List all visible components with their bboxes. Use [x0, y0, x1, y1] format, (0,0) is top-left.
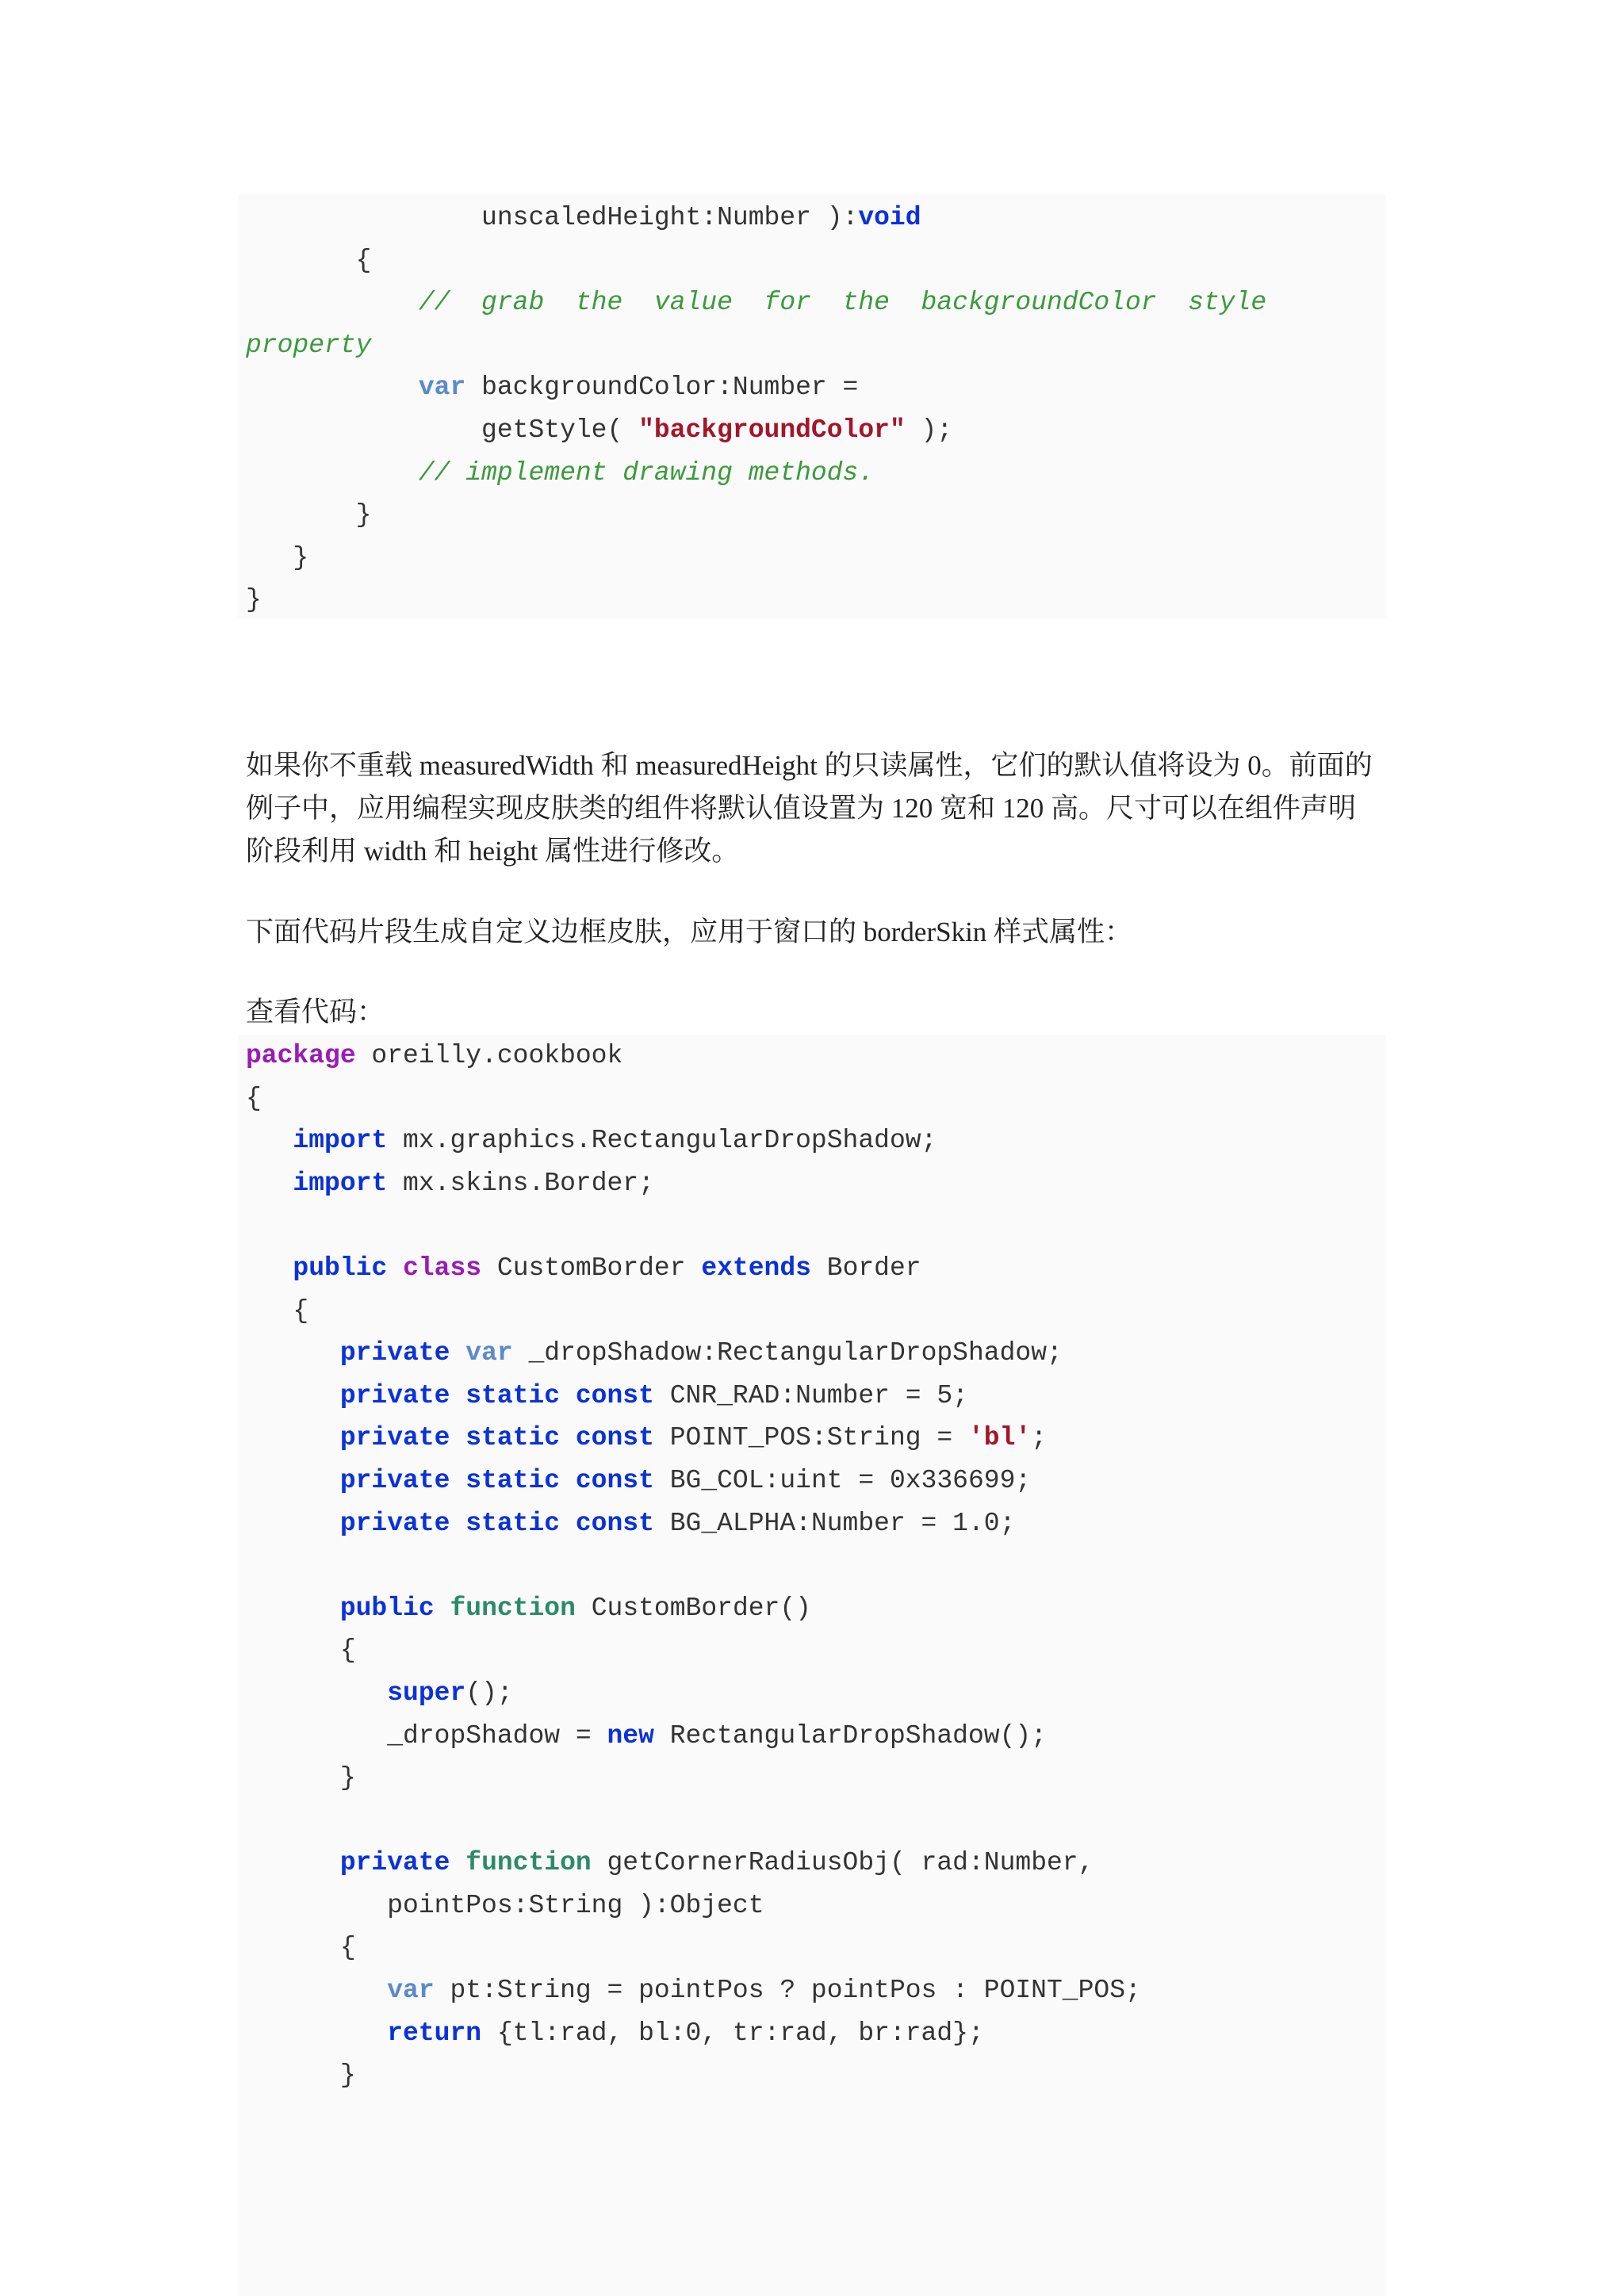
paragraph-view-code: 查看代码： [246, 997, 385, 1027]
code-token: mx.graphics.RectangularDropShadow; [387, 1126, 937, 1156]
code-token: } [246, 585, 262, 615]
code-token [246, 1509, 340, 1538]
code-token: getCornerRadiusObj( rad:Number, [591, 1848, 1094, 1878]
code-block-main [246, 1035, 1624, 2097]
code-token: private static const [339, 1423, 654, 1453]
code-token: class [403, 1253, 482, 1283]
code-token: { [246, 1295, 309, 1326]
code-token: CustomBorder [481, 1253, 702, 1283]
code-token [246, 1338, 340, 1368]
paragraph-border-skin: 下面代码片段生成自定义边框皮肤，应用于窗口的 borderSkin 样式属性： [246, 916, 1133, 947]
code-line [246, 1077, 1624, 1120]
code-line [246, 1247, 1624, 1290]
code-token: public [293, 1253, 388, 1283]
code-line [246, 1417, 1624, 1460]
code-line [246, 1885, 1624, 1927]
code-line [246, 1502, 1624, 1545]
code-token: private [339, 1848, 450, 1878]
code-line [246, 1757, 1624, 1800]
code-line [246, 1672, 1624, 1715]
code-token: "backgroundColor" [638, 415, 906, 445]
code-token [435, 1594, 450, 1623]
code-token: } [246, 542, 309, 572]
code-line [246, 1927, 1624, 1969]
code-line [246, 2012, 1624, 2055]
code-token [450, 1338, 465, 1368]
code-token [246, 1423, 340, 1452]
code-token: POINT_POS:String = [653, 1423, 968, 1453]
code-token: public [339, 1593, 435, 1623]
code-token: private [339, 1338, 450, 1368]
code-token: } [246, 1763, 356, 1793]
code-token: private static const [339, 1380, 654, 1410]
code-token [450, 1848, 465, 1877]
code-line [246, 1800, 1624, 1843]
code-block-top [246, 197, 1624, 622]
code-line [246, 197, 1624, 239]
code-token: getStyle( [246, 415, 639, 445]
code-token: new [607, 1720, 654, 1751]
code-token: ); [905, 415, 953, 445]
code-token: void [858, 203, 921, 232]
code-token: package [246, 1041, 356, 1070]
paragraph-measured-size: 如果你不重载 measuredWidth 和 measuredHeight 的只读属性，它们的默认值将设为 0。前面的例子中，应用编程实现皮肤类的组件将默认值设置为 120 宽和 120 高。尺寸可以在组件声明阶段利用 width 和 height 属性进行修改。 [246, 750, 1373, 867]
code-token [246, 458, 419, 488]
code-line [246, 2054, 1624, 2097]
code-token: (); [465, 1678, 513, 1708]
code-line [246, 1460, 1624, 1502]
code-line [246, 579, 1624, 622]
code-token: import [293, 1168, 388, 1198]
code-line [246, 366, 1624, 409]
code-token [246, 373, 419, 402]
code-token: var [387, 1976, 435, 2006]
code-line [246, 1162, 1624, 1205]
code-line [246, 1842, 1624, 1885]
code-line [246, 239, 1624, 282]
code-token: function [450, 1593, 576, 1623]
code-line [246, 281, 1624, 324]
code-token: backgroundColor:Number = [465, 373, 859, 403]
code-token: ; [1031, 1423, 1048, 1453]
code-line [246, 1035, 1624, 1077]
code-token: var [418, 373, 466, 403]
code-token: private static const [339, 1508, 654, 1538]
code-token [246, 2019, 387, 2048]
code-token: // grab the value for the backgroundColor style [418, 288, 1267, 318]
code-line [246, 1715, 1624, 1758]
code-line [246, 324, 1624, 367]
code-token: { [246, 245, 372, 275]
code-token [246, 1848, 340, 1877]
code-token: pointPos:String ):Object [246, 1890, 764, 1920]
code-token: private static const [339, 1465, 654, 1495]
code-token: import [293, 1126, 388, 1156]
code-token [246, 1678, 387, 1708]
code-token: BG_COL:uint = 0x336699; [653, 1465, 1032, 1495]
code-token [246, 288, 419, 317]
code-token: return [387, 2018, 482, 2048]
code-token: } [246, 500, 372, 530]
code-token: { [246, 1083, 262, 1113]
code-token [246, 1466, 340, 1495]
code-token: { [246, 1636, 356, 1666]
code-token [246, 1253, 293, 1283]
code-token [246, 1381, 340, 1410]
code-line [246, 409, 1624, 452]
code-token: extends [701, 1253, 811, 1283]
code-token: BG_ALPHA:Number = 1.0; [653, 1508, 1016, 1538]
code-token: CustomBorder() [575, 1593, 811, 1623]
code-line [246, 1544, 1624, 1587]
code-token [246, 1594, 340, 1623]
code-token: RectangularDropShadow(); [653, 1720, 1047, 1751]
code-token: } [246, 2061, 356, 2091]
code-token [387, 1253, 403, 1283]
code-token [246, 1169, 293, 1198]
code-token: { [246, 1933, 356, 1963]
code-line [246, 494, 1624, 537]
code-token: oreilly.cookbook [355, 1041, 623, 1070]
code-line [246, 1332, 1624, 1375]
code-line [246, 1375, 1624, 1418]
code-token: _dropShadow:RectangularDropShadow; [512, 1338, 1063, 1368]
code-token: // implement drawing methods. [418, 457, 875, 488]
code-line [246, 1587, 1624, 1630]
code-token [246, 1126, 293, 1155]
code-line [246, 1290, 1624, 1333]
code-line [246, 452, 1624, 495]
code-token: property [246, 330, 372, 360]
code-line [246, 1119, 1624, 1162]
code-token: unscaledHeight:Number ): [246, 203, 859, 232]
code-line [246, 1204, 1624, 1247]
code-token: function [465, 1848, 592, 1878]
code-token: 'bl' [967, 1423, 1032, 1453]
code-token: Border [810, 1253, 921, 1283]
code-line [246, 1629, 1624, 1672]
code-line [246, 1969, 1624, 2012]
code-token: CNR_RAD:Number = 5; [653, 1380, 968, 1410]
code-token: pt:String = pointPos ? pointPos : POINT_POS; [434, 1976, 1141, 2006]
code-line [246, 537, 1624, 580]
code-token: super [387, 1678, 466, 1708]
code-token [246, 1976, 387, 2005]
code-token: var [465, 1338, 513, 1368]
code-token: {tl:rad, bl:0, tr:rad, br:rad}; [481, 2018, 984, 2048]
code-token: mx.skins.Border; [387, 1168, 654, 1198]
code-token: _dropShadow = [246, 1720, 607, 1751]
